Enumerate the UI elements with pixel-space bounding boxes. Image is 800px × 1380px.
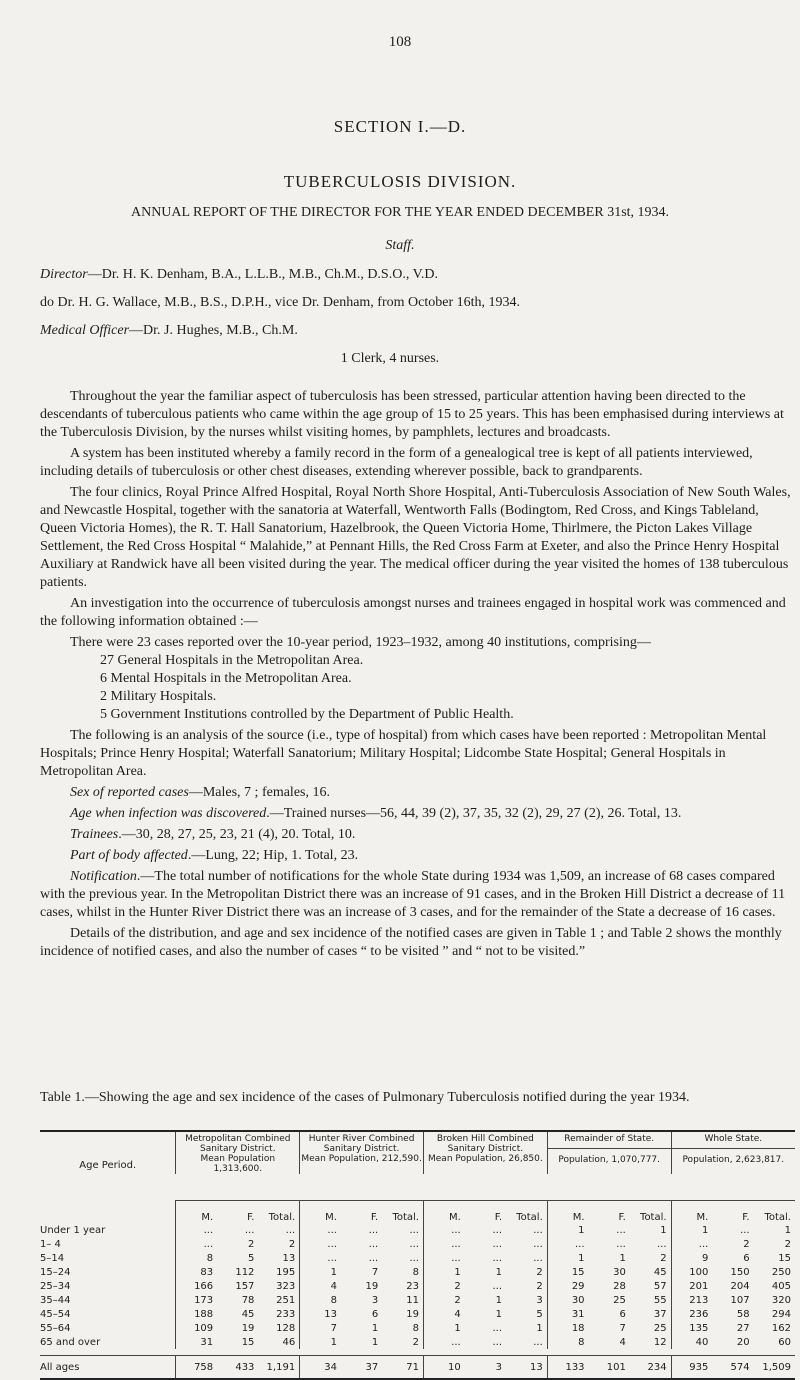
table-row <box>40 1307 795 1321</box>
table-cell: 58 <box>736 1308 750 1320</box>
paragraph: The following is an analysis of the source (i.e., type of hospital) from which cases have been reported : Metropolitan Mental Hospitals; Prince Henry Hospital; Waterfall Sanatorium; Military Hospital; Lidcombe State Hospital; General Hospitals in Metropolitan Area. <box>40 728 767 779</box>
age-label: All ages <box>40 1356 176 1380</box>
sex-paragraph: Sex of reported cases—Males, 7 ; females, 16. <box>70 785 330 800</box>
division-heading: TUBERCULOSIS DIVISION. <box>283 172 517 191</box>
notification-paragraph: Notification.—The total number of notifications for the whole State during 1934 was 1,509, an increase of 68 cases compared with the previous year. In the Metropolitan District there was an increase of 91 cases, and in the Broken Hill District a decrease of 11 cases, whilst in the Hunter River District there was an increase of 3 cases, and for the remainder of the State a decrease of 16 cases. <box>40 869 786 920</box>
table-cell: ... <box>244 1224 255 1236</box>
table-cell: 1 <box>423 1321 464 1335</box>
body-text <box>40 388 792 961</box>
table-cell: 2 <box>743 1238 750 1250</box>
table-cell: 13 <box>506 1356 547 1380</box>
table-cell: 135 <box>671 1321 712 1335</box>
table-cell: ... <box>368 1252 379 1264</box>
table-cell: 2 <box>536 1266 543 1278</box>
table-cell: 128 <box>276 1322 296 1334</box>
table-cell: 83 <box>176 1265 217 1279</box>
table-cell: ... <box>285 1224 296 1236</box>
table-cell: ... <box>492 1322 503 1334</box>
table-cell: 150 <box>730 1266 750 1278</box>
table-cell: 188 <box>176 1307 217 1321</box>
report-title: ANNUAL REPORT OF THE DIRECTOR FOR THE YEAR ENDED DECEMBER 31st, 1934. <box>130 205 670 220</box>
table-cell: 15 <box>547 1265 588 1279</box>
column-header: F. <box>370 1212 379 1223</box>
table-cell: 1,509 <box>754 1356 795 1380</box>
table-cell: ... <box>300 1237 341 1251</box>
table-cell: 101 <box>589 1356 630 1380</box>
table-cell: 28 <box>613 1280 626 1292</box>
table-cell: 3 <box>536 1294 543 1306</box>
table-cell: ... <box>533 1336 543 1348</box>
age-label: 15–24 <box>40 1266 71 1278</box>
table-cell: 1 <box>300 1335 341 1349</box>
table-cell: 7 <box>371 1266 379 1278</box>
column-header: Total. <box>640 1212 667 1223</box>
table-cell: 195 <box>276 1266 296 1278</box>
table-cell: 23 <box>406 1280 419 1292</box>
table-cell: 234 <box>630 1356 671 1380</box>
table-cell: ... <box>176 1223 217 1237</box>
table-cell: 9 <box>671 1251 712 1265</box>
table-cell: 109 <box>176 1321 217 1335</box>
table-cell: ... <box>492 1224 503 1236</box>
table-cell: 57 <box>653 1280 667 1292</box>
table-cell: 7 <box>300 1321 341 1335</box>
table-cell: ... <box>409 1238 419 1250</box>
table-cell: 112 <box>235 1266 255 1278</box>
table-cell: ... <box>409 1224 419 1236</box>
column-header: M. <box>671 1201 712 1224</box>
table-cell: 758 <box>176 1356 217 1380</box>
table-row <box>40 1293 795 1307</box>
table-cell: ... <box>423 1237 464 1251</box>
table-cell: 2 <box>248 1238 255 1250</box>
table-cell: 251 <box>276 1294 296 1306</box>
table-cell: ... <box>423 1223 464 1237</box>
table-caption: Table 1.—Showing the age and sex incidence of the cases of Pulmonary Tuberculosis notified during the year 1934. <box>40 1090 690 1105</box>
table-cell: 55 <box>653 1294 667 1306</box>
table-cell: ... <box>533 1252 543 1264</box>
table-cell: 1 <box>671 1223 712 1237</box>
table-cell: 27 <box>736 1322 750 1334</box>
table-cell: 236 <box>671 1307 712 1321</box>
table-row <box>40 1237 795 1251</box>
table-cell: 78 <box>241 1294 255 1306</box>
table-cell: 173 <box>176 1293 217 1307</box>
table-cell: 1 <box>495 1266 503 1278</box>
table-cell: ... <box>616 1224 626 1236</box>
table-cell: 29 <box>547 1279 588 1293</box>
table-cell: ... <box>492 1336 503 1348</box>
age-period-header: Age Period. <box>40 1131 176 1201</box>
table-cell: ... <box>533 1224 543 1236</box>
trainees-paragraph: Trainees.—30, 28, 27, 25, 23, 21 (4), 20. Total, 10. <box>70 827 356 842</box>
table-cell: 1,191 <box>258 1356 299 1380</box>
table-cell: 18 <box>547 1321 588 1335</box>
list-item: 2 Military Hospitals. <box>100 689 217 704</box>
paragraph: Details of the distribution, and age and sex incidence of the notified cases are given in Table 1 ; and Table 2 shows the monthly incidence of notified cases, and also the number of cases “ to be visited ” and “ not to be visited.” <box>40 926 782 959</box>
table-cell: 433 <box>217 1356 258 1380</box>
staff-heading: Staff. <box>385 238 415 253</box>
table-cell: ... <box>492 1252 503 1264</box>
table-cell: ... <box>409 1252 419 1264</box>
clerks-line: 1 Clerk, 4 nurses. <box>340 351 440 366</box>
table-cell: 233 <box>276 1308 296 1320</box>
paragraph: Throughout the year the familiar aspect of tuberculosis has been stressed, particular attention having been directed to the descendants of tuberculous patients who came within the age group of 15 to 25 years. This has been emphasised during interviews at the Tuberculosis Division, by the nurses whilst visiting homes, by pamphlets, lectures and broadcasts. <box>40 389 784 440</box>
table-row <box>40 1321 795 1335</box>
table-cell: ... <box>671 1237 712 1251</box>
table-cell: ... <box>368 1238 379 1250</box>
table-cell: 8 <box>412 1266 419 1278</box>
table-cell: 5 <box>248 1252 255 1264</box>
table-cell: 2 <box>784 1238 791 1250</box>
table-cell: ... <box>740 1224 750 1236</box>
table-cell: 31 <box>176 1335 217 1349</box>
table-cell: 1 <box>371 1336 379 1348</box>
list-item: 5 Government Institutions controlled by the Department of Public Health. <box>100 707 514 722</box>
table-cell: 2 <box>288 1238 296 1250</box>
table-cell: 6 <box>619 1308 626 1320</box>
table-cell: 250 <box>771 1266 791 1278</box>
age-label: 45–54 <box>40 1308 71 1320</box>
table-cell: ... <box>368 1224 379 1236</box>
table-cell: 294 <box>771 1308 791 1320</box>
table-cell: 13 <box>300 1307 341 1321</box>
table-cell: ... <box>300 1223 341 1237</box>
table-cell: 60 <box>778 1336 791 1348</box>
table-cell: 1 <box>547 1223 588 1237</box>
paragraph: An investigation into the occurrence of tuberculosis amongst nurses and trainees engaged in hospital work was commenced and the following information obtained :— <box>40 596 786 629</box>
table-row <box>40 1251 795 1265</box>
table-cell: 162 <box>771 1322 791 1334</box>
column-header: Total. <box>764 1212 791 1223</box>
table-cell: 3 <box>371 1294 379 1306</box>
list-item: 6 Mental Hospitals in the Metropolitan Area. <box>100 671 352 686</box>
table-cell: 405 <box>771 1280 791 1292</box>
table-cell: 40 <box>671 1335 712 1349</box>
table-cell: 10 <box>423 1356 464 1380</box>
table-cell: 15 <box>241 1336 255 1348</box>
paragraph: The four clinics, Royal Prince Alfred Hospital, Royal North Shore Hospital, Anti-Tuberculosis Association of New South Wales, and Newcastle Hospital, together with the sanatoria at Waterfall, Wentworth Falls (Bodingtom, Red Cross, and Kings Tableland, Queen Victoria Homes), the R. T. Hall Sanatorium, Hazelbrook, the Queen Victoria Home, Thirlmere, the Picton Lakes Village Settlement, the Red Cross Hospital “ Malahide,” at Pennant Hills, the Red Cross Farm at Exeter, and also the Prince Henry Hospital Auxiliary at Randwick have all been visited during the year. The medical officer during the year visited the homes of 138 tuberculous patients. <box>40 485 791 590</box>
deputy-line: do Dr. H. G. Wallace, M.B., B.S., D.P.H., vice Dr. Denham, from October 16th, 1934. <box>40 295 520 310</box>
table-cell: 8 <box>300 1293 341 1307</box>
group-header: Metropolitan Combined Sanitary District. Mean Population 1,313,600. <box>176 1131 300 1174</box>
list-item: 27 General Hospitals in the Metropolitan Area. <box>100 653 364 668</box>
table-cell: 11 <box>406 1294 419 1306</box>
table-cell: 6 <box>371 1308 379 1320</box>
table-cell: 25 <box>613 1294 626 1306</box>
table-cell: 4 <box>423 1307 464 1321</box>
table-cell: 166 <box>176 1279 217 1293</box>
table-cell: 1 <box>371 1322 379 1334</box>
age-paragraph: Age when infection was discovered.—Trained nurses—56, 44, 39 (2), 37, 35, 32 (2), 29, 27 (2), 26. Total, 13. <box>70 806 682 821</box>
table-cell: 1 <box>423 1265 464 1279</box>
table-cell: 4 <box>300 1279 341 1293</box>
age-label: 5–14 <box>40 1252 65 1264</box>
table-cell: 37 <box>653 1308 667 1320</box>
staff-block <box>40 266 780 368</box>
column-header: F. <box>247 1212 255 1223</box>
table-cell: 8 <box>412 1322 419 1334</box>
incidence-table <box>40 1130 795 1380</box>
table-cell: 1 <box>495 1294 503 1306</box>
table-cell: 157 <box>235 1280 255 1292</box>
director-line: Director—Dr. H. K. Denham, B.A., L.L.B., M.B., Ch.M., D.S.O., V.D. <box>40 267 438 282</box>
table-cell: 13 <box>282 1252 296 1264</box>
table-cell: 6 <box>743 1252 750 1264</box>
table-cell: 2 <box>423 1293 464 1307</box>
table-cell: 1 <box>660 1224 667 1236</box>
table-cell: 935 <box>671 1356 712 1380</box>
table-cell: 30 <box>547 1293 588 1307</box>
table-cell: 3 <box>465 1356 506 1380</box>
group-header: Whole State. Population, 2,623,817. <box>671 1131 795 1174</box>
section-heading: SECTION I.—D. <box>333 117 467 136</box>
table-cell: 107 <box>730 1294 750 1306</box>
column-header: M. <box>547 1201 588 1224</box>
table-cell: ... <box>492 1238 503 1250</box>
age-label: Under 1 year <box>40 1224 106 1236</box>
table-cell: 323 <box>276 1280 296 1292</box>
table-cell: 1 <box>784 1224 791 1236</box>
table-cell: 1 <box>495 1308 503 1320</box>
table-cell: 12 <box>653 1336 667 1348</box>
column-header: F. <box>618 1212 626 1223</box>
table-cell: 2 <box>660 1252 667 1264</box>
age-label: 35–44 <box>40 1294 71 1306</box>
table-cell: 204 <box>730 1280 750 1292</box>
table-cell: 37 <box>341 1356 382 1380</box>
table-cell: ... <box>492 1280 503 1292</box>
table-cell: 45 <box>241 1308 255 1320</box>
column-header: M. <box>176 1201 217 1224</box>
table-cell: 201 <box>671 1279 712 1293</box>
table-cell: 71 <box>382 1356 423 1380</box>
table-cell: ... <box>533 1238 543 1250</box>
medical-officer-line: Medical Officer—Dr. J. Hughes, M.B., Ch.M. <box>40 323 298 338</box>
table-cell: ... <box>616 1238 626 1250</box>
table-cell: 8 <box>547 1335 588 1349</box>
table-cell: ... <box>300 1251 341 1265</box>
table-cell: 19 <box>241 1322 255 1334</box>
column-header: Total. <box>268 1212 296 1223</box>
table-cell: 45 <box>653 1266 667 1278</box>
table-cell: 100 <box>671 1265 712 1279</box>
table-cell: 7 <box>619 1322 626 1334</box>
table-cell: 19 <box>406 1308 419 1320</box>
table-cell: 213 <box>671 1293 712 1307</box>
body-part-paragraph: Part of body affected.—Lung, 22; Hip, 1. Total, 23. <box>70 848 359 863</box>
table-row <box>40 1223 795 1237</box>
age-label: 25–34 <box>40 1280 71 1292</box>
group-header: Broken Hill Combined Sanitary District. Mean Population, 26,850. <box>423 1131 547 1174</box>
table-cell: 15 <box>778 1252 791 1264</box>
table-cell: 1 <box>547 1251 588 1265</box>
age-label: 55–64 <box>40 1322 71 1334</box>
table-row <box>40 1335 795 1349</box>
table-cell: 20 <box>736 1336 750 1348</box>
paragraph: There were 23 cases reported over the 10-year period, 1923–1932, among 40 institutions, comprising— <box>70 635 651 650</box>
table-cell: 574 <box>712 1356 753 1380</box>
table-cell: 8 <box>176 1251 217 1265</box>
group-header: Hunter River Combined Sanitary District. Mean Population, 212,590. <box>300 1131 424 1174</box>
table-cell: 4 <box>619 1336 626 1348</box>
column-header: Total. <box>392 1212 419 1223</box>
table-cell: 46 <box>282 1336 296 1348</box>
age-label: 1– 4 <box>40 1238 61 1250</box>
table-cell: 19 <box>365 1280 379 1292</box>
table-row <box>40 1265 795 1279</box>
table-cell: ... <box>423 1335 464 1349</box>
column-header: M. <box>300 1201 341 1224</box>
table-cell: 133 <box>547 1356 588 1380</box>
age-label: 65 and over <box>40 1336 101 1348</box>
table-cell: 1 <box>536 1322 543 1334</box>
table-cell: 34 <box>300 1356 341 1380</box>
table-cell: 2 <box>536 1280 543 1292</box>
table-cell: 5 <box>536 1308 543 1320</box>
column-header: M. <box>423 1201 464 1224</box>
table-cell: ... <box>176 1237 217 1251</box>
column-header: F. <box>494 1212 503 1223</box>
table-cell: ... <box>657 1238 667 1250</box>
table-cell: 2 <box>412 1336 419 1348</box>
table-cell: 31 <box>547 1307 588 1321</box>
group-header: Remainder of State. Population, 1,070,777. <box>547 1131 671 1174</box>
column-header: F. <box>742 1212 750 1223</box>
page-number: 108 <box>388 34 412 50</box>
table-cell: 1 <box>619 1252 626 1264</box>
table-cell: 30 <box>613 1266 626 1278</box>
paragraph: A system has been instituted whereby a family record in the form of a genealogical tree is kept of all patients interviewed, including details of tuberculosis or other chest diseases, extending wherever possible, back to grandparents. <box>40 446 753 479</box>
column-header: Total. <box>516 1212 543 1223</box>
table-row <box>40 1356 795 1380</box>
table-cell: ... <box>547 1237 588 1251</box>
table-row <box>40 1279 795 1293</box>
table-cell: 25 <box>653 1322 667 1334</box>
table-cell: 1 <box>300 1265 341 1279</box>
table-cell: 2 <box>423 1279 464 1293</box>
table-cell: 320 <box>771 1294 791 1306</box>
table-cell: ... <box>423 1251 464 1265</box>
